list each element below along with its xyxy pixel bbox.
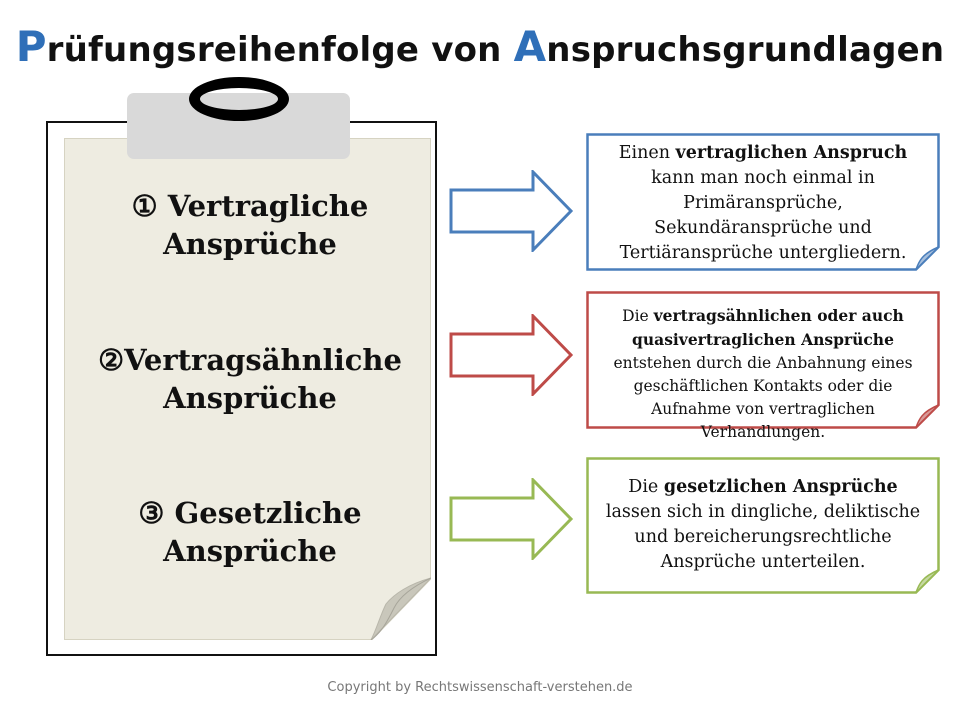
- claim-label-line2: Ansprüche: [163, 227, 337, 261]
- claim-number: ②: [98, 343, 125, 377]
- title-part-2: nspruchsgrundlagen: [546, 30, 945, 70]
- arrow-right-blue-icon: [449, 170, 575, 252]
- claim-label-line1: Gesetzliche: [164, 496, 362, 530]
- info-box-quasi-contractual: [586, 291, 940, 441]
- info-bold-term: gesetzlichen Ansprüche: [663, 477, 898, 497]
- claim-label-line1: Vertragsähnliche: [124, 343, 402, 377]
- claim-contractual: [64, 187, 436, 263]
- title-initial-a: A: [513, 22, 547, 71]
- arrow-right-green-icon: [449, 478, 575, 560]
- claim-quasi-contractual: [64, 341, 436, 417]
- info-text: Die vertragsähnlichen oder auch quasivertraglichen Ansprüche entstehen durch die Anbahnung eines geschäftlichen Kontakts oder die Aufnahme von vertraglichen Verhandlungen.: [613, 306, 913, 441]
- info-text: Einen vertraglichen Anspruch kann man noch einmal in Primäransprüche, Sekundäransprüche und Tertiäransprüche untergliedern.: [618, 143, 908, 263]
- title-part-1: rüfungsreihenfolge von: [46, 30, 514, 70]
- info-bold-term: vertraglichen Anspruch: [675, 143, 908, 163]
- info-box-statutory: [586, 457, 940, 594]
- clipboard-clip-ring: [189, 77, 289, 121]
- title-initial-p: P: [15, 22, 47, 71]
- info-box-contractual: [586, 133, 940, 271]
- claim-statutory: [64, 494, 436, 570]
- claim-label-line2: Ansprüche: [163, 381, 337, 415]
- info-bold-term: vertragsähnlichen oder auch quasivertraglichen Ansprüche: [632, 306, 904, 349]
- info-text: Die gesetzlichen Ansprüche lassen sich in dingliche, deliktische und bereicherungsrechtliche Ansprüche unterteilen.: [605, 477, 921, 572]
- claim-label-line2: Ansprüche: [163, 534, 337, 568]
- arrow-right-red-icon: [449, 314, 575, 396]
- claim-number: ③: [138, 496, 165, 530]
- copyright-footer: Copyright by Rechtswissenschaft-verstehen.de: [327, 680, 633, 695]
- claim-label-line1: Vertragliche: [157, 189, 369, 223]
- page-title: [0, 22, 960, 71]
- claim-number: ①: [131, 189, 158, 223]
